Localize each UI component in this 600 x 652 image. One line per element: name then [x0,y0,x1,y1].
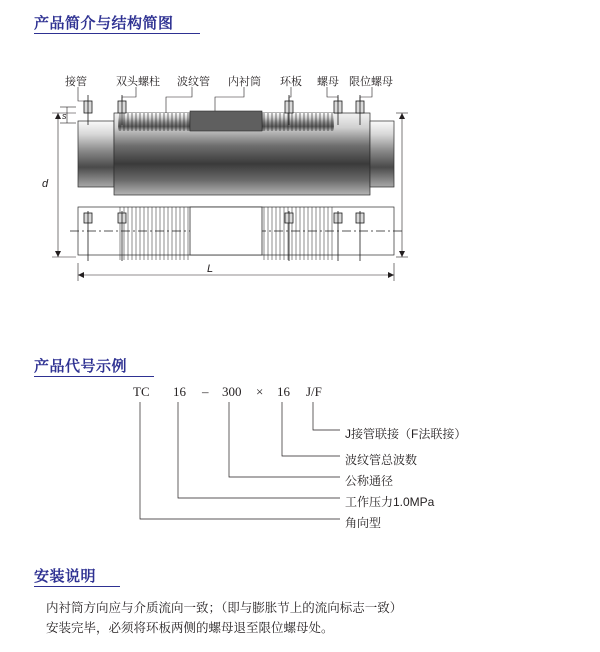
callout-label-3: 内衬筒 [228,76,261,88]
callout-label-2: 波纹管 [177,76,210,88]
diagram-svg [0,45,600,345]
structure-diagram [0,45,600,345]
code-desc-4: 角向型 [345,516,382,530]
code-token-3: 300 [222,384,242,399]
callout-label-4: 环板 [280,76,302,88]
code-token-6: J/F [306,384,322,399]
dimension-label-L: L [207,263,214,275]
section-underline-install [34,586,120,587]
dimension-label-d: d [42,178,49,190]
dimension-label-s: s [62,111,67,121]
section-underline-code [34,376,154,377]
code-leader-lines [0,380,600,555]
code-token-4: × [256,384,264,399]
install-notes [46,598,566,638]
code-token-5: 16 [277,384,290,399]
section-title-intro: 产品简介与结构简图 [34,15,174,32]
code-desc-3: 工作压力1.0MPa [345,495,435,509]
code-desc-2: 公称通径 [345,474,394,488]
section-underline-intro [34,33,200,34]
code-token-2: – [202,384,209,399]
code-token-1: 16 [173,384,186,399]
install-note-0: 内衬筒方向应与介质流向一致；（即与膨胀节上的流向标志一致） [46,601,403,615]
code-desc-1: 波纹管总波数 [345,453,418,467]
code-token-0: TC [133,384,150,399]
callout-label-5: 螺母 [317,76,339,88]
install-note-1: 安装完毕，必须将环板两侧的螺母退至限位螺母处。 [46,621,334,635]
product-code-example [0,380,600,555]
section-title-install: 安装说明 [34,568,97,585]
code-desc-0: J接管联接（F法联接） [345,427,467,441]
callout-label-0: 接管 [65,76,87,88]
callout-label-6: 限位螺母 [349,76,393,88]
callout-label-1: 双头螺柱 [116,76,160,88]
section-title-code: 产品代号示例 [34,358,128,375]
